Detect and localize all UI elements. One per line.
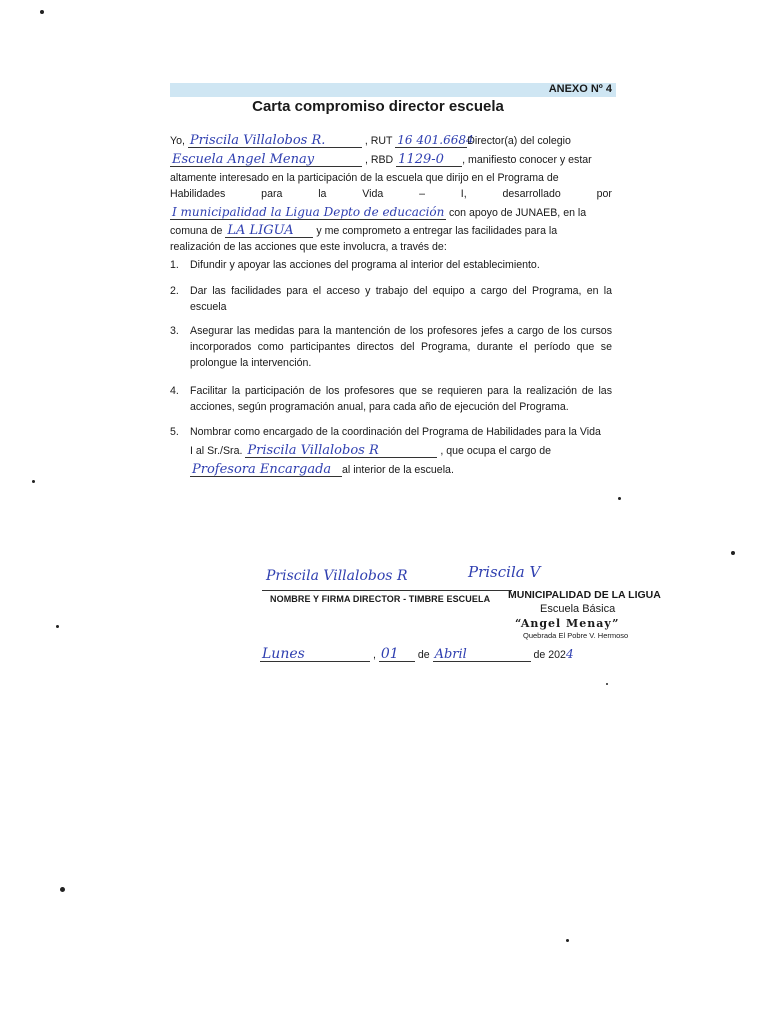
comprometo-text: y me comprometo a entregar las facilidades para la bbox=[316, 225, 558, 237]
signature-label: NOMBRE Y FIRMA DIRECTOR - TIMBRE ESCUELA bbox=[270, 594, 491, 604]
scan-speck bbox=[40, 10, 44, 14]
school-name-handwritten: Escuela Angel Menay bbox=[170, 153, 362, 167]
word: para bbox=[261, 188, 283, 200]
stamp-line-3: “Angel Menay” bbox=[515, 617, 620, 630]
rbd-handwritten: 1129-0 bbox=[396, 153, 462, 167]
director-name-handwritten: Priscila Villalobos R. bbox=[188, 134, 362, 148]
ocupa-text: , que ocupa el cargo de bbox=[440, 445, 552, 457]
scan-speck bbox=[60, 887, 65, 892]
rut-handwritten: 16 401.6684 bbox=[397, 133, 474, 147]
stamp-line-1: MUNICIPALIDAD DE LA LIGUA bbox=[508, 589, 661, 601]
word: – bbox=[419, 188, 425, 200]
word: Habilidades bbox=[170, 188, 226, 200]
manifiesto-text: , manifiesto conocer y estar bbox=[462, 154, 592, 166]
position-handwritten: Profesora Encargada bbox=[190, 463, 342, 477]
junaeb-text: con apoyo de JUNAEB, en la bbox=[448, 207, 587, 219]
scan-speck bbox=[56, 625, 59, 628]
date-de: de bbox=[533, 649, 546, 661]
item-text: Nombrar como encargado de la coordinación del Programa de Habilidades para la Vida bbox=[190, 426, 601, 438]
item-text: Dar las facilidades para el acceso y trabajo del equipo a cargo del Programa, en la escuela bbox=[190, 285, 612, 313]
coordinator-name-handwritten: Priscila Villalobos R bbox=[245, 444, 437, 458]
document-title: Carta compromiso director escuela bbox=[252, 98, 504, 115]
scan-speck bbox=[32, 480, 35, 483]
letter-line-5 bbox=[170, 205, 612, 221]
word: la bbox=[318, 188, 327, 200]
stamp-line-4: Quebrada El Pobre V. Hermoso bbox=[523, 631, 629, 640]
item5-line-2 bbox=[190, 443, 612, 459]
word: I, bbox=[460, 188, 467, 200]
organization-handwritten: I municipalidad la Ligua Depto de educación bbox=[172, 205, 445, 219]
word: desarrollado bbox=[502, 188, 561, 200]
scan-speck bbox=[566, 939, 569, 942]
letter-line-2 bbox=[170, 152, 612, 168]
signature-line bbox=[262, 590, 512, 591]
signature-name-handwritten: Priscila Villalobos R bbox=[266, 568, 408, 584]
item5-cont-text: I al Sr./Sra. bbox=[190, 445, 243, 457]
scan-speck bbox=[618, 497, 621, 500]
stamp-line-2: Escuela Básica bbox=[540, 603, 616, 615]
letter-body bbox=[170, 133, 612, 493]
director-of-text: Director(a) del colegio bbox=[467, 135, 571, 147]
item-text: Difundir y apoyar las acciones del programa al interior del establecimiento. bbox=[190, 259, 540, 271]
date-line bbox=[260, 648, 574, 662]
item-number: 2. bbox=[170, 285, 179, 297]
rbd-label: , RBD bbox=[364, 154, 394, 166]
rut-label: , RUT bbox=[364, 135, 393, 147]
scan-speck bbox=[606, 683, 608, 685]
item-text: Facilitar la participación de los profesores que se requieren para la realización de las acciones, según programación anual, para cada año de ejecución del Programa. bbox=[190, 385, 612, 413]
year-digit-handwritten: 4 bbox=[565, 647, 574, 661]
date-de: de bbox=[417, 649, 430, 661]
item-number: 4. bbox=[170, 385, 179, 397]
word: Vida bbox=[362, 188, 384, 200]
item-number: 5. bbox=[170, 426, 179, 438]
item5-line-3 bbox=[190, 462, 612, 478]
month-handwritten: Abril bbox=[433, 648, 531, 662]
word: por bbox=[596, 188, 612, 200]
date-comma: , bbox=[372, 649, 376, 661]
letter-line-7: realización de las acciones que este involucra, a través de: bbox=[170, 241, 447, 253]
yo-text: Yo, bbox=[170, 135, 185, 147]
letter-line-3: altamente interesado en la participación de la escuela que dirijo en el Programa de bbox=[170, 172, 559, 184]
item5-end-text: al interior de la escuela. bbox=[342, 464, 454, 476]
letter-line-6 bbox=[170, 223, 612, 239]
comuna-label: comuna de bbox=[170, 225, 223, 237]
year-prefix: 202 bbox=[548, 649, 566, 661]
item-text: Asegurar las medidas para la mantención de los profesores jefes a cargo de los cursos incorporados como participantes directos del Programa, durante el período que se prolongue la intervención. bbox=[190, 325, 612, 369]
item-number: 3. bbox=[170, 325, 179, 337]
day-handwritten: Lunes bbox=[260, 648, 370, 662]
letter-line-4 bbox=[170, 186, 612, 202]
annex-number: ANEXO Nº 4 bbox=[548, 83, 612, 95]
signature-handwritten: Priscila V bbox=[468, 563, 541, 581]
item-number: 1. bbox=[170, 259, 179, 271]
scan-speck bbox=[731, 551, 735, 555]
letter-line-1 bbox=[170, 133, 612, 149]
day-number-handwritten: 01 bbox=[379, 648, 415, 662]
comuna-handwritten: LA LIGUA bbox=[225, 224, 313, 238]
